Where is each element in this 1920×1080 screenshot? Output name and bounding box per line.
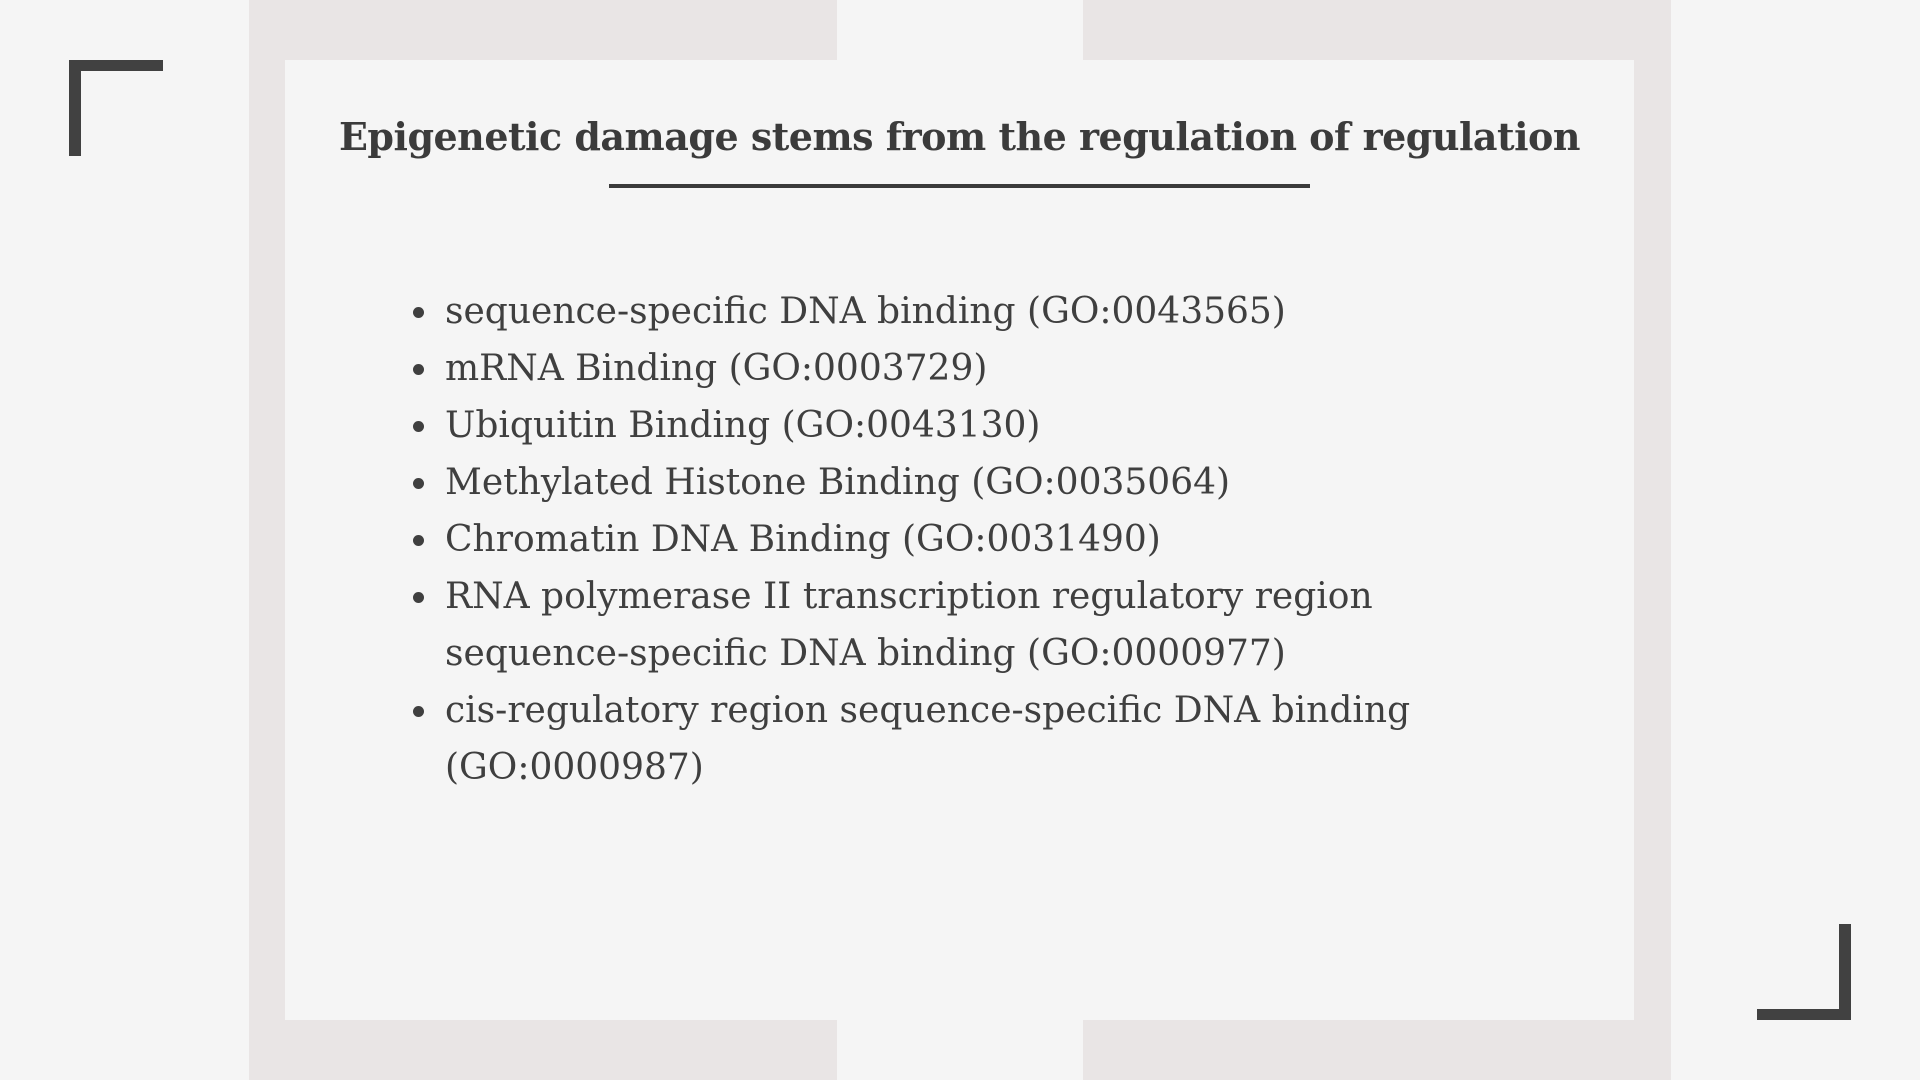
list-item	[410, 568, 1470, 682]
list-item	[410, 682, 1470, 796]
list-item-text: RNA polymerase II transcription regulatory region sequence-specific DNA binding (GO:0000977)	[445, 576, 1373, 674]
list-item-text: mRNA Binding (GO:0003729)	[445, 348, 988, 389]
bullet-icon	[413, 364, 424, 375]
bullet-icon	[413, 592, 424, 603]
frame-right-side	[1634, 0, 1671, 1080]
frame-top-left	[249, 0, 837, 60]
corner-bracket-top-left-vertical	[69, 60, 81, 156]
list-item	[410, 454, 1470, 511]
list-item-text: sequence-specific DNA binding (GO:0043565)	[445, 291, 1286, 332]
list-item-text: Methylated Histone Binding (GO:0035064)	[445, 462, 1231, 503]
list-item-text: cis-regulatory region sequence-specific DNA binding (GO:0000987)	[445, 690, 1411, 788]
bullet-icon	[413, 478, 424, 489]
frame-top-right	[1083, 0, 1671, 60]
frame-left-side	[249, 0, 285, 1080]
bullet-icon	[413, 706, 424, 717]
list-item	[410, 283, 1470, 340]
slide-title: Epigenetic damage stems from the regulation of regulation	[338, 114, 1581, 159]
title-underline	[609, 184, 1310, 188]
bullet-icon	[413, 535, 424, 546]
list-item-text: Ubiquitin Binding (GO:0043130)	[445, 405, 1041, 446]
corner-bracket-top-left-horizontal	[69, 60, 163, 71]
corner-bracket-bottom-right-vertical	[1839, 924, 1851, 1020]
corner-bracket-bottom-right-horizontal	[1757, 1009, 1851, 1020]
bullet-icon	[413, 307, 424, 318]
list-item-text: Chromatin DNA Binding (GO:0031490)	[445, 519, 1161, 560]
list-item	[410, 340, 1470, 397]
list-item	[410, 397, 1470, 454]
go-term-list	[410, 283, 1470, 796]
list-item	[410, 511, 1470, 568]
bullet-icon	[413, 421, 424, 432]
frame-bottom-left	[249, 1020, 837, 1080]
frame-bottom-right	[1083, 1020, 1671, 1080]
